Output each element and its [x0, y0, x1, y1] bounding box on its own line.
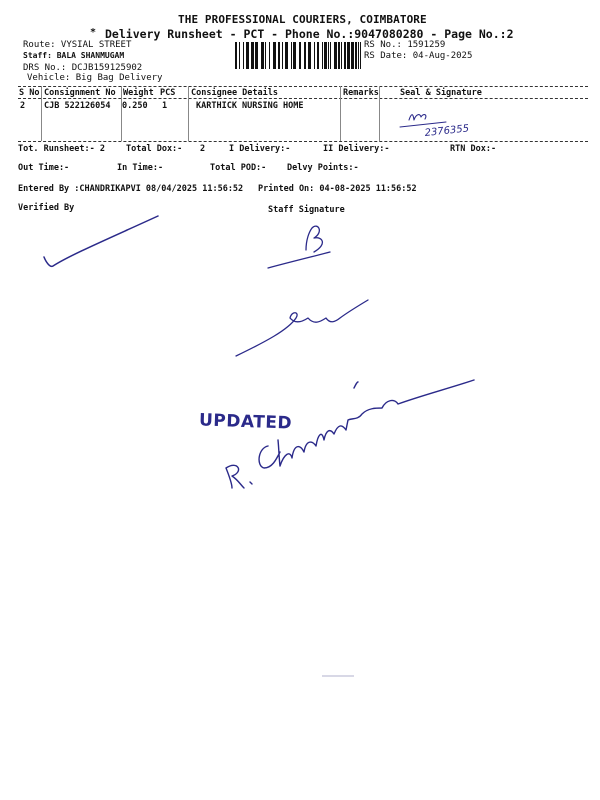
table-header-weight: Weight — [123, 88, 154, 98]
verified-by-signature — [44, 216, 158, 266]
table-header-seal: Seal & Signature — [400, 88, 482, 98]
rs-number: RS No.: 1591259 — [364, 40, 446, 50]
table-col-divider — [121, 86, 122, 141]
seal-number: 2376355 — [424, 123, 470, 139]
seal-underline — [400, 122, 446, 127]
vehicle-text: Vehicle: Big Bag Delivery — [27, 73, 163, 83]
in-time: In Time:- — [117, 163, 164, 173]
large-signature — [226, 380, 474, 488]
header-dot: * — [90, 27, 97, 38]
entered-by: Entered By :CHANDRIKAPVI 08/04/2025 11:56:52 — [18, 184, 244, 194]
rs-date: RS Date: 04-Aug-2025 — [364, 51, 473, 61]
table-col-divider — [188, 86, 189, 141]
table-col-divider — [41, 86, 42, 141]
tot-runsheet: Tot. Runsheet:- 2 — [18, 144, 105, 154]
table-header-pcs: PCS — [160, 88, 176, 98]
table-header-consignment: Consignment No — [44, 88, 116, 98]
total-dox-label: Total Dox:- — [126, 144, 183, 154]
i-delivery: I Delivery:- — [229, 144, 291, 154]
staff-text: Staff: BALA SHANMUGAM — [23, 51, 125, 60]
out-time: Out Time:- — [18, 163, 70, 173]
table-col-divider — [379, 86, 380, 141]
table-header-remarks: Remarks — [343, 88, 379, 98]
runsheet-title: Delivery Runsheet - PCT - Phone No.:9047080280 - Page No.:2 — [105, 27, 514, 41]
table-header-line — [18, 98, 588, 99]
table-bottom-line — [18, 141, 588, 142]
table-top-line — [18, 86, 588, 87]
delvy-points: Delvy Points:- — [287, 163, 359, 173]
staff-signature-label: Staff Signature — [268, 205, 345, 215]
table-col-divider — [340, 86, 341, 141]
row-consignee: KARTHICK NURSING HOME — [196, 101, 304, 111]
ii-delivery: II Delivery:- — [323, 144, 390, 154]
row-consignment: CJB 522126054 — [44, 101, 111, 111]
printed-on: Printed On: 04-08-2025 11:56:52 — [258, 184, 417, 194]
staff-signature — [268, 226, 330, 268]
company-title: THE PROFESSIONAL COURIERS, COIMBATORE — [178, 13, 427, 26]
seal-mark-no — [409, 115, 426, 120]
row-pcs: 1 — [162, 101, 168, 111]
rtn-dox: RTN Dox:- — [450, 144, 497, 154]
row-weight: 0.250 — [122, 101, 148, 111]
table-header-consignee: Consignee Details — [191, 88, 278, 98]
route-text: Route: VYSIAL STREET — [23, 40, 132, 50]
total-pod: Total POD:- — [210, 163, 267, 173]
table-header-sno: S No — [19, 88, 40, 98]
updated-stamp: UPDATED — [198, 410, 293, 434]
verified-by-label: Verified By — [18, 203, 75, 213]
total-dox-value: 2 — [200, 144, 206, 154]
middle-signature — [236, 300, 368, 356]
drs-number: DRS No.: DCJB159125902 — [23, 63, 143, 73]
barcode — [235, 42, 361, 69]
row-sno: 2 — [20, 101, 26, 111]
